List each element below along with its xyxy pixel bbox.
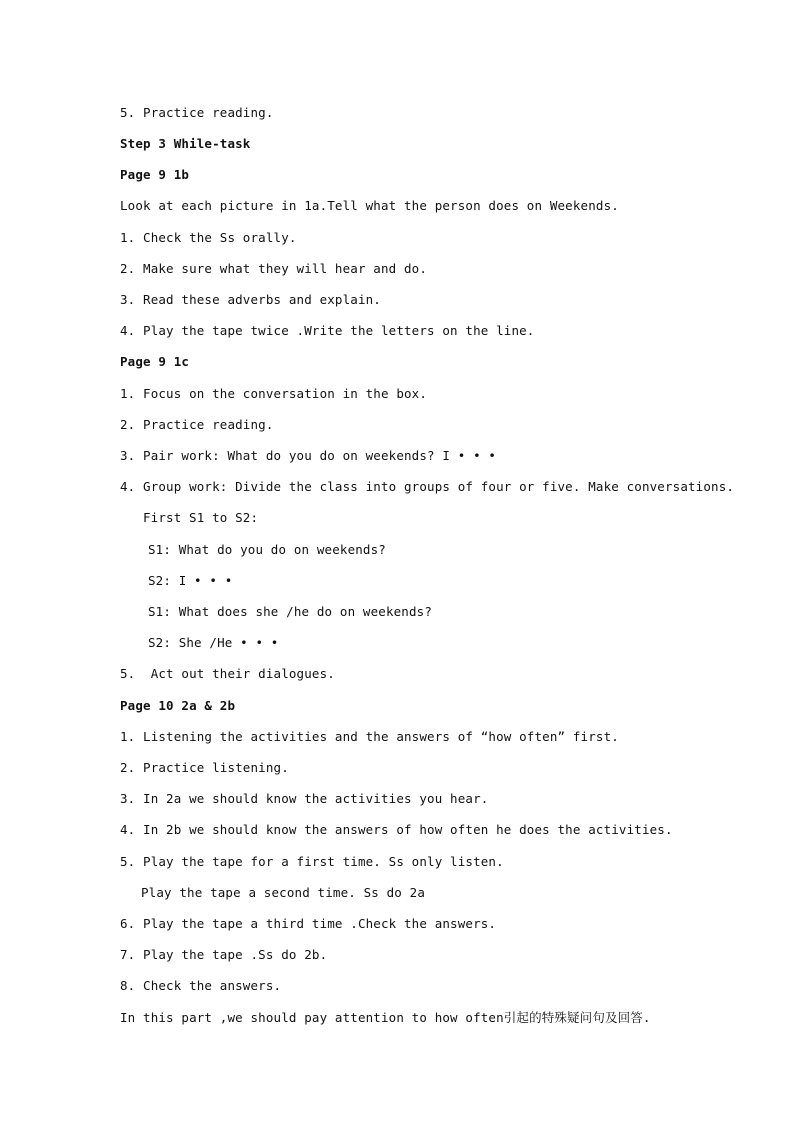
step-item: 1. Focus on the conversation in the box. bbox=[120, 386, 428, 401]
step-item: 4. Group work: Divide the class into groups of four or five. Make conversations. bbox=[120, 479, 735, 494]
step-item: 3. In 2a we should know the activities you hear. bbox=[120, 791, 489, 806]
dialogue-intro: First S1 to S2: bbox=[143, 510, 259, 525]
step-item: 3. Pair work: What do you do on weekends? I • • • bbox=[120, 448, 497, 463]
dialogue-line: S1: What does she /he do on weekends? bbox=[148, 604, 432, 619]
step-item: 2. Practice listening. bbox=[120, 760, 289, 775]
step-subitem: Play the tape a second time. Ss do 2a bbox=[141, 885, 425, 900]
step-item: 2. Make sure what they will hear and do. bbox=[120, 261, 428, 276]
page-heading: Page 9 1b bbox=[120, 167, 190, 182]
page-heading: Page 10 2a & 2b bbox=[120, 698, 236, 713]
step-item: 4. Play the tape twice .Write the letters on the line. bbox=[120, 323, 535, 338]
instruction-text: Look at each picture in 1a.Tell what the person does on Weekends. bbox=[120, 198, 619, 213]
closing-note: In this part ,we should pay attention to how often引起的特殊疑问句及回答. bbox=[120, 1010, 651, 1025]
step-item: 5. Practice reading. bbox=[120, 105, 274, 120]
step-item: 2. Practice reading. bbox=[120, 417, 274, 432]
step-item: 1. Listening the activities and the answers of “how often” first. bbox=[120, 729, 619, 744]
dialogue-line: S2: I • • • bbox=[148, 573, 233, 588]
step-item: 4. In 2b we should know the answers of how often he does the activities. bbox=[120, 822, 673, 837]
step-item: 7. Play the tape .Ss do 2b. bbox=[120, 947, 328, 962]
step-item: 3. Read these adverbs and explain. bbox=[120, 292, 381, 307]
dialogue-line: S2: She /He • • • bbox=[148, 635, 279, 650]
step-item: 1. Check the Ss orally. bbox=[120, 230, 297, 245]
page-heading: Page 9 1c bbox=[120, 354, 190, 369]
section-heading: Step 3 While-task bbox=[120, 136, 251, 151]
step-item: 5. Act out their dialogues. bbox=[120, 666, 335, 681]
step-item: 8. Check the answers. bbox=[120, 978, 282, 993]
step-item: 5. Play the tape for a first time. Ss only listen. bbox=[120, 854, 504, 869]
step-item: 6. Play the tape a third time .Check the answers. bbox=[120, 916, 497, 931]
dialogue-line: S1: What do you do on weekends? bbox=[148, 542, 386, 557]
